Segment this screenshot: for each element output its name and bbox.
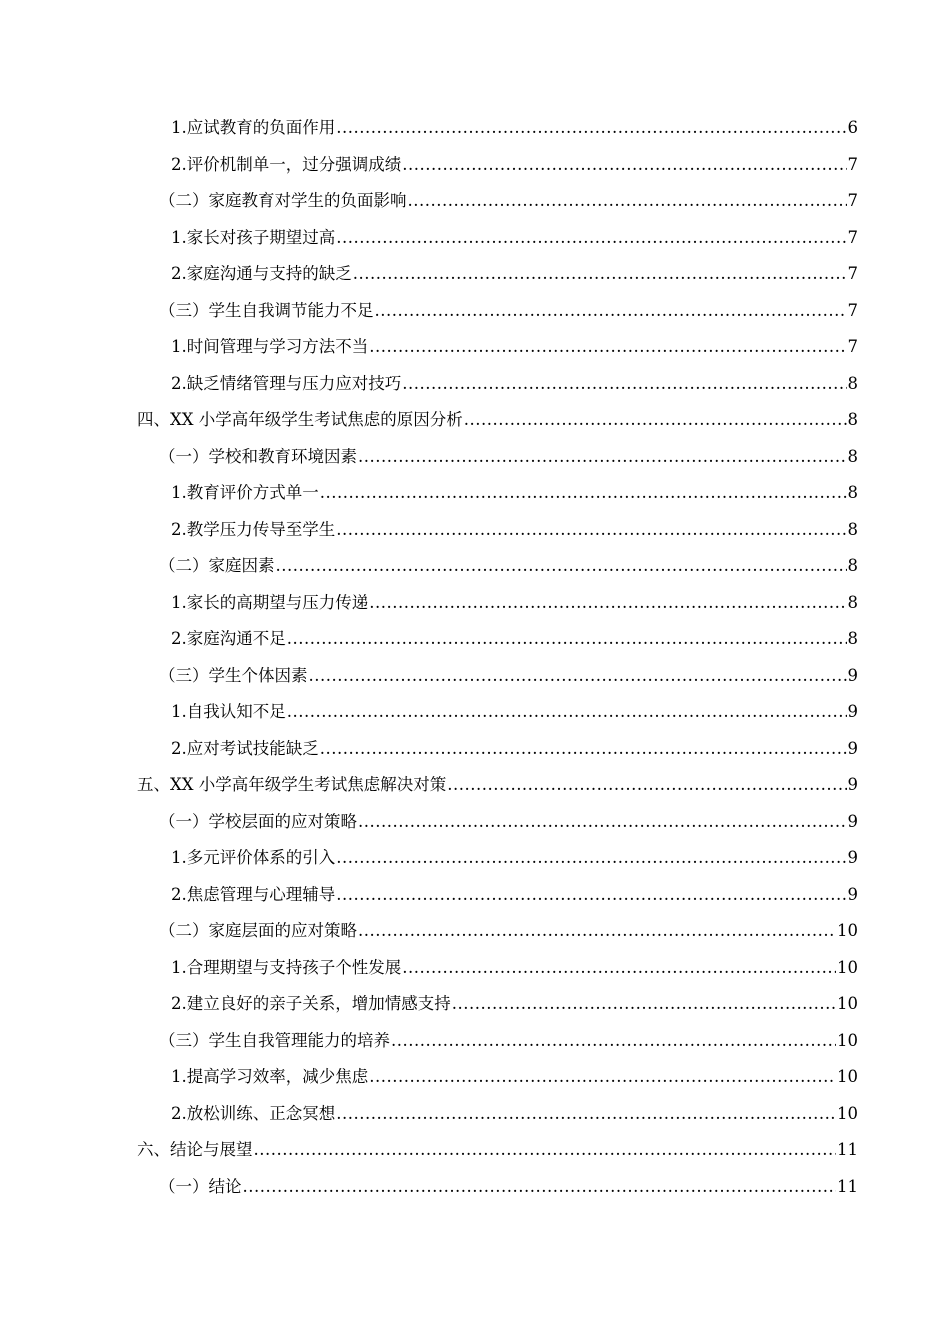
toc-entry[interactable] xyxy=(171,256,858,292)
toc-page-number: 9 xyxy=(847,848,858,867)
toc-entry-title: （二）家庭层面的应对策略 xyxy=(159,921,357,940)
toc-dot-leader xyxy=(402,147,846,183)
toc-page-number: 10 xyxy=(837,957,858,977)
toc-entry[interactable] xyxy=(159,293,858,329)
toc-dot-leader xyxy=(336,110,846,146)
toc-dot-leader xyxy=(464,402,847,438)
toc-page-number: 7 xyxy=(847,337,858,356)
toc-entry[interactable] xyxy=(171,877,858,913)
toc-entry-title: （三）学生自我调节能力不足 xyxy=(159,300,374,320)
toc-entry-title: 1.多元评价体系的引入 xyxy=(171,848,336,867)
toc-entry-title: 五、XX 小学高年级学生考试焦虑解决对策 xyxy=(137,775,447,794)
toc-entry-title: 2.放松训练、正念冥想 xyxy=(171,1103,336,1123)
toc-entry[interactable] xyxy=(171,220,858,256)
toc-entry[interactable] xyxy=(137,1132,858,1168)
toc-entry[interactable] xyxy=(159,1169,858,1205)
toc-entry[interactable] xyxy=(159,439,858,475)
toc-entry[interactable] xyxy=(171,621,858,657)
toc-dot-leader xyxy=(358,439,847,475)
toc-page-number: 10 xyxy=(837,1067,858,1086)
toc-dot-leader xyxy=(402,366,846,402)
toc-dot-leader xyxy=(336,512,846,548)
toc-entry-title: 1.时间管理与学习方法不当 xyxy=(171,337,369,356)
toc-entry-title: 2.家庭沟通不足 xyxy=(171,629,286,648)
toc-entry-title: 2.应对考试技能缺乏 xyxy=(171,738,319,758)
toc-entry-title: （一）学校和教育环境因素 xyxy=(159,446,357,466)
toc-entry[interactable] xyxy=(171,585,858,621)
toc-entry[interactable] xyxy=(159,658,858,694)
toc-page-number: 8 xyxy=(847,592,858,612)
toc-entry-title: （三）学生自我管理能力的培养 xyxy=(159,1030,390,1050)
toc-entry-title: （二）家庭教育对学生的负面影响 xyxy=(159,191,407,210)
toc-entry[interactable] xyxy=(171,1059,858,1095)
toc-entry[interactable] xyxy=(159,1023,858,1059)
toc-page-number: 8 xyxy=(847,629,858,648)
toc-dot-leader xyxy=(336,1096,836,1132)
toc-entry[interactable] xyxy=(159,804,858,840)
toc-entry[interactable] xyxy=(171,1096,858,1132)
toc-page-number: 8 xyxy=(847,410,858,429)
toc-entry-title: 2.评价机制单一，过分强调成绩 xyxy=(171,154,402,174)
toc-dot-leader xyxy=(375,293,847,329)
toc-entry-title: （二）家庭因素 xyxy=(159,556,275,575)
toc-entry[interactable] xyxy=(159,913,858,949)
toc-dot-leader xyxy=(336,877,846,913)
toc-dot-leader xyxy=(309,658,847,694)
toc-dot-leader xyxy=(447,767,846,803)
toc-page-number: 7 xyxy=(847,264,858,283)
toc-entry[interactable] xyxy=(171,147,858,183)
toc-entry[interactable] xyxy=(137,402,858,438)
toc-entry[interactable] xyxy=(171,475,858,511)
toc-page-number: 8 xyxy=(847,519,858,539)
toc-entry-title: 2.家庭沟通与支持的缺乏 xyxy=(171,264,352,283)
toc-page-number: 7 xyxy=(847,227,858,247)
toc-page-number: 11 xyxy=(837,1140,858,1159)
toc-entry-title: （一）学校层面的应对策略 xyxy=(159,811,357,831)
toc-entry[interactable] xyxy=(171,694,858,730)
toc-entry[interactable] xyxy=(171,731,858,767)
toc-dot-leader xyxy=(391,1023,836,1059)
toc-page-number: 9 xyxy=(847,884,858,904)
toc-dot-leader xyxy=(369,1059,836,1095)
toc-entry-title: 1.自我认知不足 xyxy=(171,702,286,721)
toc-dot-leader xyxy=(287,694,847,730)
toc-entry-title: 1.家长对孩子期望过高 xyxy=(171,227,336,247)
toc-entry[interactable] xyxy=(171,840,858,876)
toc-dot-leader xyxy=(369,329,846,365)
toc-entry-title: 四、XX 小学高年级学生考试焦虑的原因分析 xyxy=(137,410,463,429)
toc-page-number: 9 xyxy=(847,702,858,721)
toc-page-number: 9 xyxy=(847,775,858,794)
toc-entry[interactable] xyxy=(171,986,858,1022)
toc-page-number: 8 xyxy=(847,446,858,466)
toc-dot-leader xyxy=(336,220,846,256)
toc-entry[interactable] xyxy=(171,329,858,365)
toc-dot-leader xyxy=(353,256,847,292)
toc-page-number: 8 xyxy=(847,373,858,393)
toc-page-number: 7 xyxy=(847,300,858,320)
toc-page-number: 7 xyxy=(847,154,858,174)
toc-entry-title: 2.教学压力传导至学生 xyxy=(171,519,336,539)
toc-entry[interactable] xyxy=(171,512,858,548)
toc-page-number: 10 xyxy=(837,1030,858,1050)
toc-dot-leader xyxy=(320,475,847,511)
toc-entry-title: 1.提高学习效率，减少焦虑 xyxy=(171,1067,369,1086)
toc-entry-title: 1.教育评价方式单一 xyxy=(171,483,319,502)
toc-entry-title: （三）学生个体因素 xyxy=(159,665,308,685)
toc-dot-leader xyxy=(287,621,847,657)
toc-page-number: 10 xyxy=(837,1103,858,1123)
toc-dot-leader xyxy=(369,585,846,621)
toc-entry-title: 六、结论与展望 xyxy=(137,1140,253,1159)
toc-entry-title: （一）结论 xyxy=(159,1176,242,1196)
toc-dot-leader xyxy=(358,913,836,949)
toc-dot-leader xyxy=(276,548,847,584)
toc-page-number: 6 xyxy=(847,118,858,137)
toc-entry-title: 2.缺乏情绪管理与压力应对技巧 xyxy=(171,373,402,393)
toc-dot-leader xyxy=(243,1169,837,1205)
toc-page-number: 10 xyxy=(837,921,858,940)
toc-entry[interactable] xyxy=(159,183,858,219)
toc-entry-title: 1.家长的高期望与压力传递 xyxy=(171,592,369,612)
toc-page-number: 9 xyxy=(847,738,858,758)
toc-dot-leader xyxy=(320,731,847,767)
toc-page-number: 8 xyxy=(847,483,858,502)
toc-dot-leader xyxy=(402,950,836,986)
toc-entry[interactable] xyxy=(171,950,858,986)
toc-entry-title: 1.应试教育的负面作用 xyxy=(171,118,336,137)
toc-page-number: 11 xyxy=(837,1176,858,1196)
toc-dot-leader xyxy=(408,183,847,219)
toc-entry[interactable] xyxy=(159,548,858,584)
toc-dot-leader xyxy=(254,1132,837,1168)
toc-page-number: 9 xyxy=(847,665,858,685)
toc-entry-title: 2.焦虑管理与心理辅导 xyxy=(171,884,336,904)
toc-dot-leader xyxy=(452,986,836,1022)
toc-entry-title: 1.合理期望与支持孩子个性发展 xyxy=(171,957,402,977)
toc-entry[interactable] xyxy=(137,767,858,803)
toc-entry[interactable] xyxy=(171,366,858,402)
toc-page-number: 10 xyxy=(837,994,858,1013)
toc-entry-title: 2.建立良好的亲子关系，增加情感支持 xyxy=(171,994,451,1013)
toc-dot-leader xyxy=(336,840,846,876)
toc-page-number: 9 xyxy=(847,811,858,831)
toc-page-number: 7 xyxy=(847,191,858,210)
toc-entry[interactable] xyxy=(171,110,858,146)
toc-dot-leader xyxy=(358,804,847,840)
toc-page-number: 8 xyxy=(847,556,858,575)
